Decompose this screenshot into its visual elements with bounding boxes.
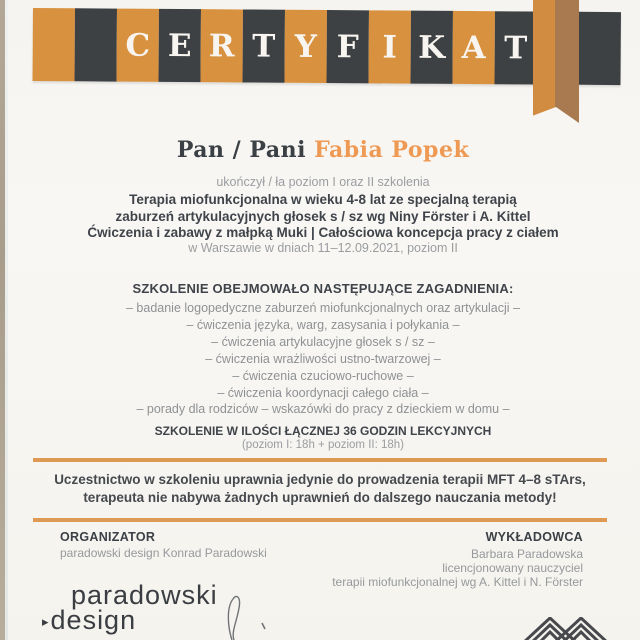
banner-letter <box>494 11 537 84</box>
topic-item: – ćwiczenia wrażliwości ustno-twarzowej – <box>205 351 441 366</box>
banner-block <box>578 12 621 85</box>
lecturer-block <box>332 530 583 590</box>
hours-detail: (poziom I: 18h + poziom II: 18h) <box>241 439 405 451</box>
recipient-salutation: Pan / Pani <box>176 137 306 163</box>
banner-letter-text: R <box>208 28 235 65</box>
organizer-block <box>60 530 267 560</box>
signature <box>210 592 280 640</box>
lecturer-line: terapii miofunkcjonalnej wg A. Kittel i N. Förster <box>332 575 583 590</box>
brand-line-1: paradowski <box>71 580 218 610</box>
lecturer-line: licencjonowany nauczyciel <box>442 561 583 576</box>
topic-item: – badanie logopedyczne zaburzeń miofunkcjonalnych oraz artykulacji – <box>126 301 520 315</box>
banner-letter <box>326 10 369 83</box>
topic-item: – porady dla rodziców – wskazówki do pracy z dzieckiem w domu – <box>136 402 510 417</box>
completion-line: ukończył / ła poziom I oraz II szkolenia <box>216 175 430 189</box>
topic-item: – ćwiczenia artykulacyjne głosek s / sz – <box>211 334 435 349</box>
diamond-mark-icon <box>523 617 613 640</box>
brand-arrow-icon: ▸ <box>42 614 50 629</box>
course-title-line: Ćwiczenia i zabawy z małpką Muki | Całościowa koncepcja pracy z ciałem <box>87 225 559 240</box>
banner-letter-text: E <box>167 27 192 65</box>
brand-line-2 <box>42 605 218 635</box>
banner-letter-text: Y <box>294 28 317 65</box>
lecturer-line: Barbara Paradowska <box>470 547 583 561</box>
banner-block <box>32 8 75 81</box>
banner-letter-text: A <box>461 29 486 67</box>
banner-block <box>74 8 117 81</box>
organizer-heading: ORGANIZATOR <box>60 530 156 544</box>
banner-letter <box>242 9 285 82</box>
disclaimer-line: terapeuta nie nabywa żadnych uprawnień do dalszego nauczania metody! <box>83 490 557 505</box>
banner-letter <box>200 9 243 82</box>
banner-letter-text: C <box>125 27 151 64</box>
banner-letter <box>410 11 453 84</box>
banner-letter-text: F <box>336 29 359 66</box>
paper-edge-highlight <box>5 0 8 640</box>
recipient-name: Fabia Popek <box>314 137 470 163</box>
topics-list <box>12 300 634 418</box>
banner-letter-text: K <box>418 29 446 66</box>
hours-heading: SZKOLENIE W ILOŚCI ŁĄCZNEJ 36 GODZIN LEKCYJNYCH <box>154 424 492 438</box>
place-date-line: w Warszawie w dniach 11–12.09.2021, poziom II <box>188 241 458 255</box>
course-title <box>12 192 634 242</box>
ribbon-front <box>533 0 555 123</box>
disclaimer-line: Uczestnictwo w szkoleniu uprawnia jedynie do prowadzenia terapii MFT 4–8 sTArs, <box>54 472 586 487</box>
topic-item: – ćwiczenia czuciowo-ruchowe – <box>232 368 414 383</box>
banner-letter-text: T <box>504 30 528 67</box>
topic-item: – ćwiczenia koordynacji całego ciała – <box>217 385 429 400</box>
topic-item: – ćwiczenia języka, warg, zasysania i połykania – <box>186 317 460 332</box>
banner-letter <box>158 9 201 82</box>
paradowski-design-logo <box>42 582 218 634</box>
banner-letter-text: T <box>252 28 276 65</box>
lecturer-heading: WYKŁADOWCA <box>485 530 583 544</box>
banner-letter <box>452 11 495 84</box>
banner-letter <box>284 10 327 83</box>
banner-letter <box>368 10 411 83</box>
course-title-line: Terapia miofunkcjonalna w wieku 4-8 lat ze specjalną terapią <box>129 192 517 207</box>
banner-letter-text: I <box>382 29 398 66</box>
award-ribbon-icon <box>533 0 579 123</box>
course-title-line: zaburzeń artykulacyjnych głosek s / sz wg Niny Förster i A. Kittel <box>115 208 531 224</box>
certificate-banner <box>32 8 620 85</box>
recipient-heading <box>12 137 634 163</box>
disclaimer-box <box>33 458 607 522</box>
banner-letter <box>116 9 159 82</box>
organizer-name: paradowski design Konrad Paradowski <box>60 546 267 560</box>
ribbon-back <box>555 0 579 123</box>
brand-line-2-text: design <box>50 605 137 635</box>
topics-heading: SZKOLENIE OBEJMOWAŁO NASTĘPUJĄCE ZAGADNIENIA: <box>132 281 514 296</box>
